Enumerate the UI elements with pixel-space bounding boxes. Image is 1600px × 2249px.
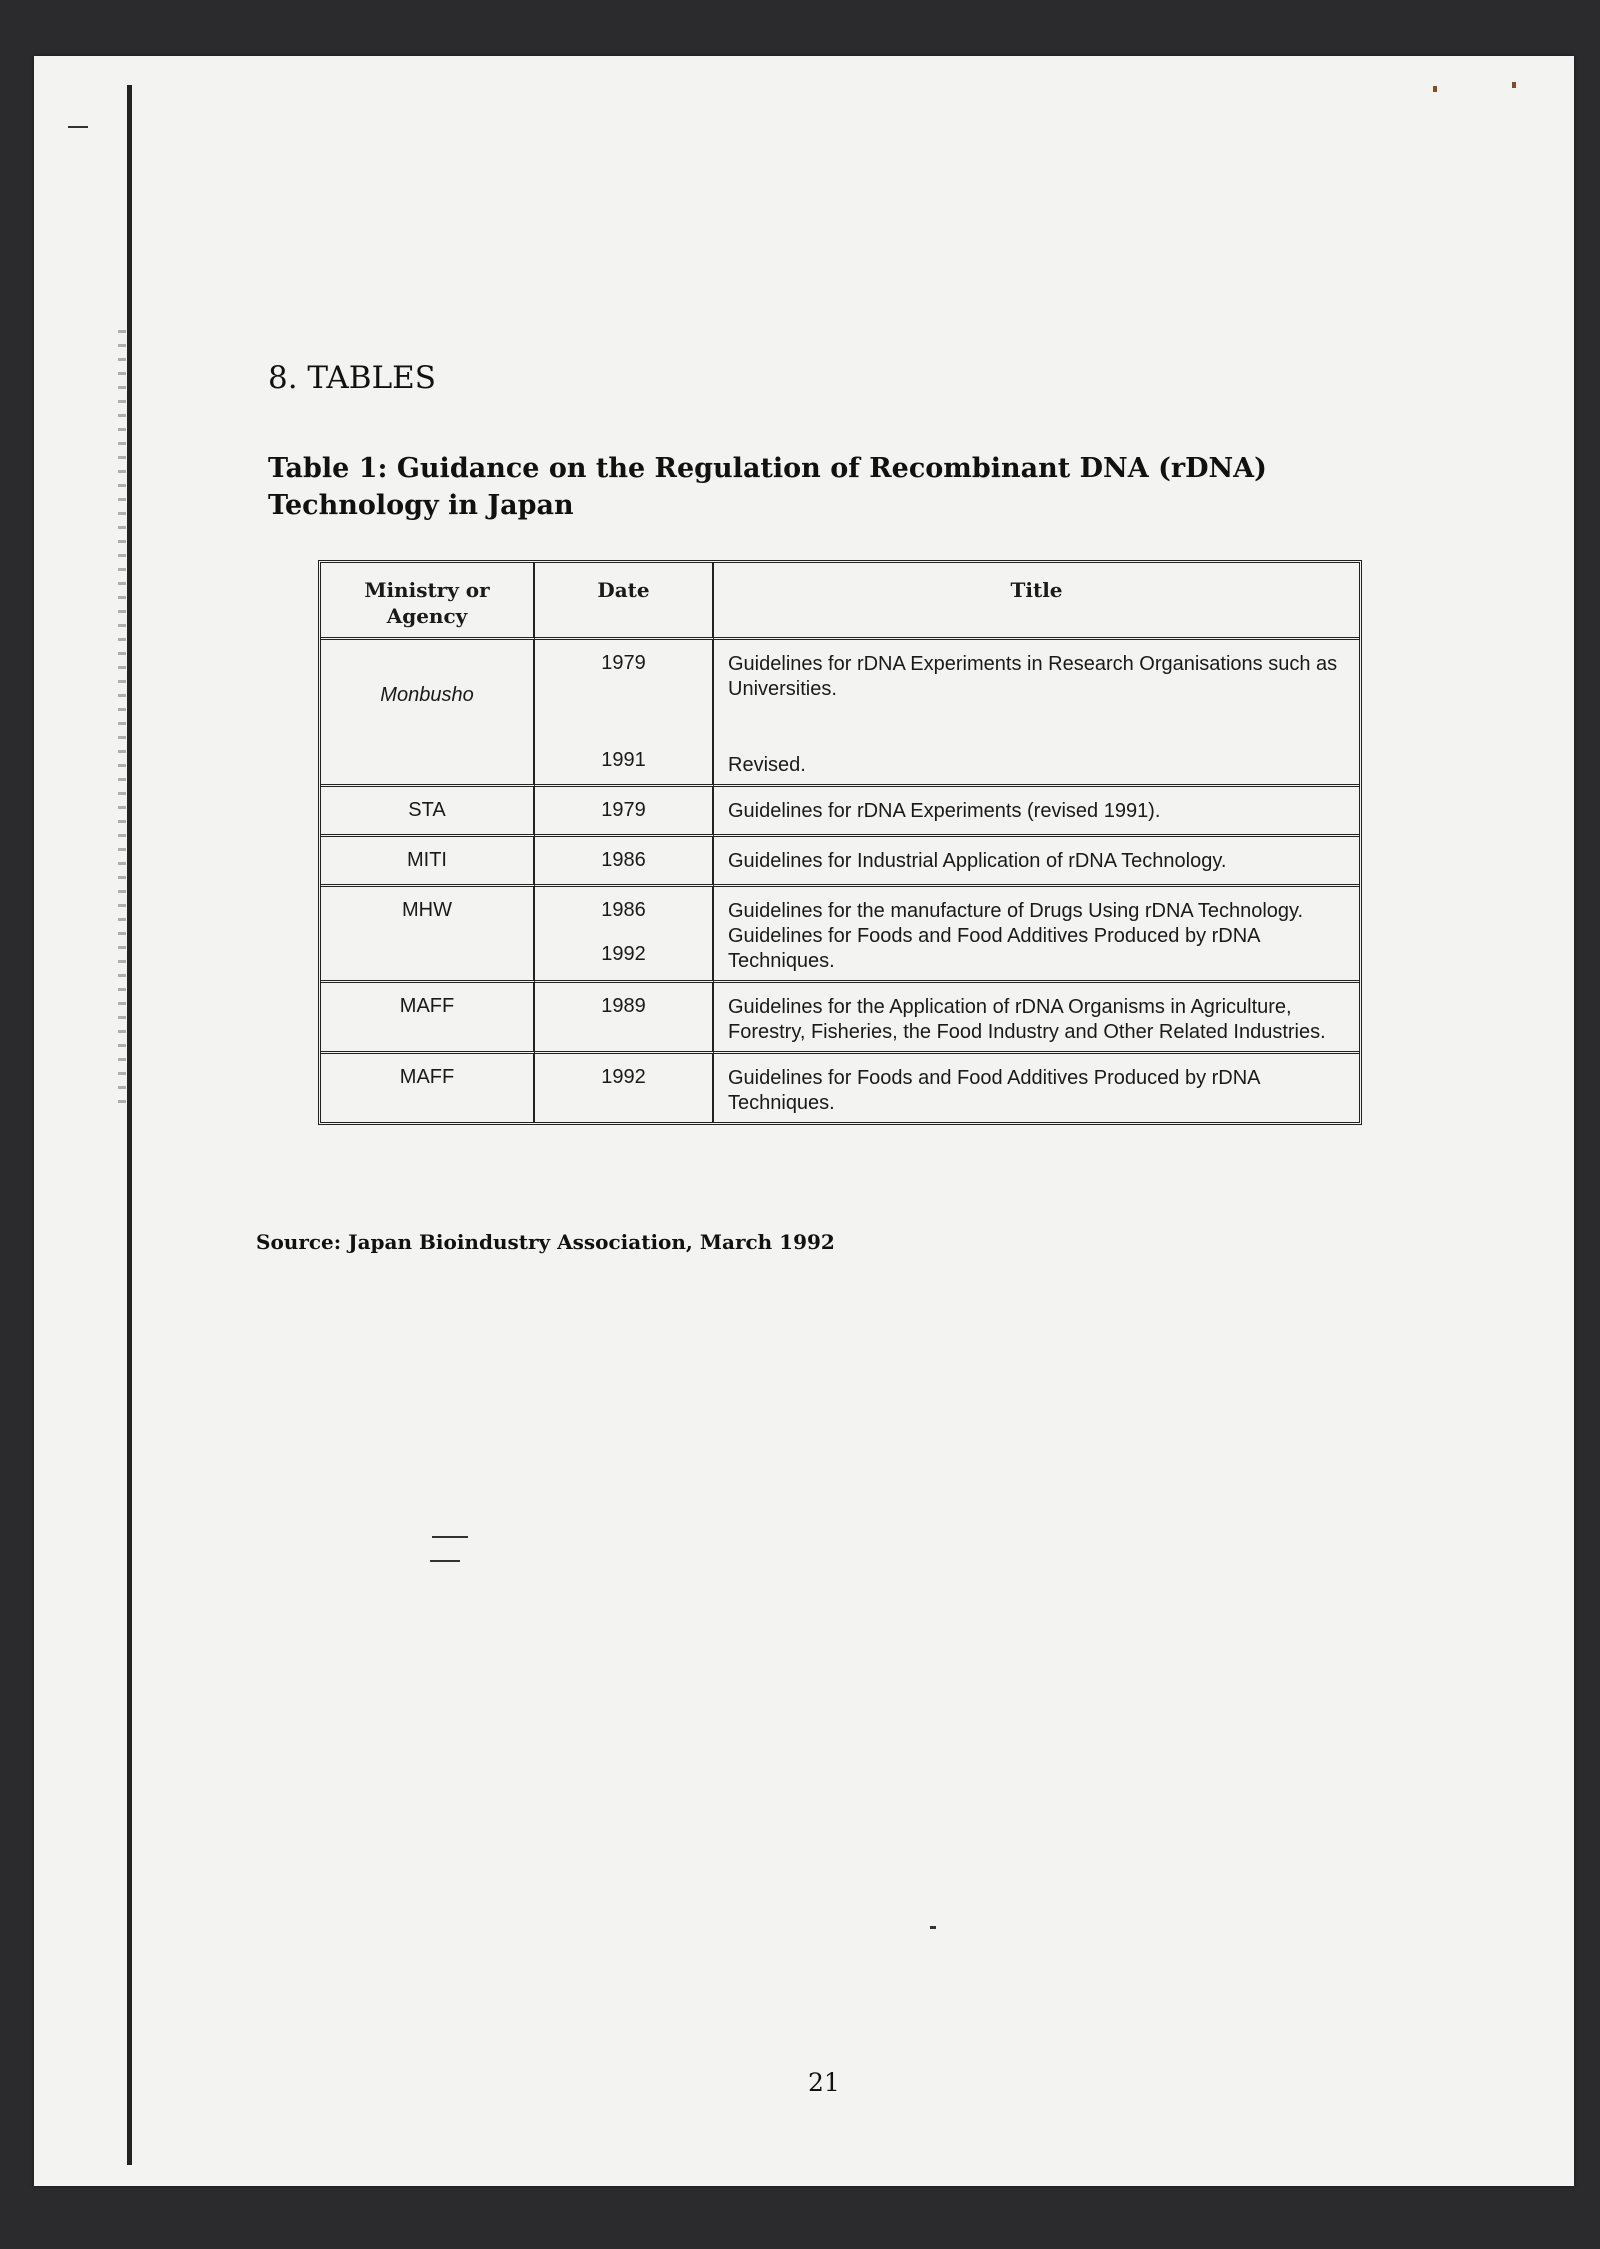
ministry-cell: MAFF xyxy=(321,983,535,1054)
table-row xyxy=(321,640,1359,787)
date-cell xyxy=(535,837,714,887)
page-number: 21 xyxy=(808,2068,840,2097)
title-text: Guidelines for Foods and Food Additives Produced by rDNA Techniques. xyxy=(728,1067,1260,1114)
date-value: 1986 xyxy=(601,849,646,871)
section-title: 8. TABLES xyxy=(268,360,437,396)
scan-speck xyxy=(1512,82,1516,88)
regulation-table xyxy=(318,560,1362,1125)
date-value: 1989 xyxy=(601,995,646,1017)
scan-speck xyxy=(1433,86,1437,92)
title-text: Guidelines for rDNA Experiments in Research Organisations such as Universities. xyxy=(728,653,1338,700)
regulation-table-container xyxy=(318,560,1362,1125)
date-cell xyxy=(535,983,714,1054)
binding-edge xyxy=(127,85,132,2165)
source-note: Source: Japan Bioindustry Association, March 1992 xyxy=(256,1230,835,1254)
table-row xyxy=(321,787,1359,837)
table-title: Table 1: Guidance on the Regulation of Recombinant DNA (rDNA) Technology in Japan xyxy=(268,453,1267,521)
table-row xyxy=(321,1054,1359,1122)
title-text: Guidelines for Foods and Food Additives Produced by rDNA Techniques. xyxy=(728,925,1260,972)
title-cell xyxy=(714,837,1359,887)
date-cell xyxy=(535,787,714,837)
column-header-title: Title xyxy=(714,563,1359,640)
date-value: 1992 xyxy=(601,1066,646,1088)
scan-speck xyxy=(930,1926,936,1929)
title-cell xyxy=(714,887,1359,983)
title-cell xyxy=(714,1054,1359,1122)
ministry-cell: Monbusho xyxy=(321,640,535,787)
table-row xyxy=(321,983,1359,1054)
title-text: Revised. xyxy=(728,754,806,776)
title-text: Guidelines for the Application of rDNA Organisms in Agriculture, Forestry, Fisheries, the Food Industry and Other Related Industries. xyxy=(728,996,1326,1043)
scan-speck xyxy=(430,1560,460,1562)
date-cell xyxy=(535,1054,714,1122)
date-value: 1979 xyxy=(601,799,646,821)
date-cell xyxy=(535,640,714,787)
table-header-row xyxy=(321,563,1359,640)
title-cell xyxy=(714,983,1359,1054)
title-cell xyxy=(714,640,1359,787)
ministry-cell: STA xyxy=(321,787,535,837)
binding-marks xyxy=(118,330,126,1110)
date-value: 1986 xyxy=(601,899,646,921)
date-value: 1992 xyxy=(601,943,646,965)
column-header-ministry: Ministry or Agency xyxy=(321,563,535,640)
scan-speck xyxy=(68,126,88,128)
table-row xyxy=(321,837,1359,887)
table-row xyxy=(321,887,1359,983)
title-text: Guidelines for Industrial Application of rDNA Technology. xyxy=(728,850,1227,872)
ministry-cell: MHW xyxy=(321,887,535,983)
ministry-cell: MITI xyxy=(321,837,535,887)
date-value: 1979 xyxy=(601,652,646,674)
date-cell xyxy=(535,887,714,983)
title-text: Guidelines for rDNA Experiments (revised 1991). xyxy=(728,800,1161,822)
column-header-date: Date xyxy=(535,563,714,640)
title-text: Guidelines for the manufacture of Drugs Using rDNA Technology. xyxy=(728,900,1304,922)
date-value: 1991 xyxy=(601,749,646,771)
ministry-cell: MAFF xyxy=(321,1054,535,1122)
title-cell xyxy=(714,787,1359,837)
scan-speck xyxy=(432,1536,468,1538)
